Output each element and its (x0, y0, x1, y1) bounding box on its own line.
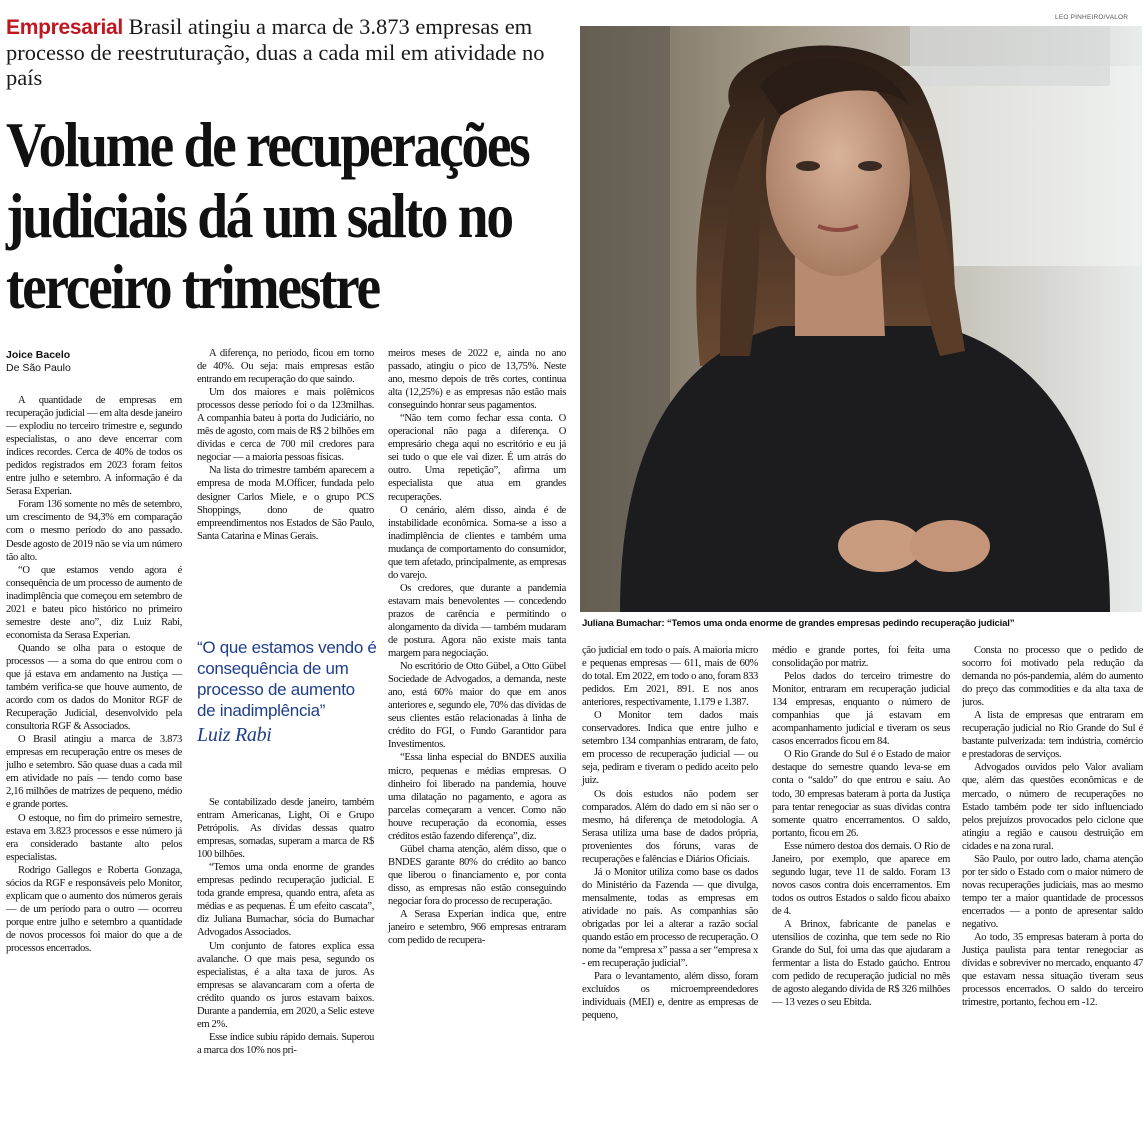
paragraph: Já o Monitor utiliza como base os dados do Ministério da Fazenda — que divulga, mensalmente, todas as empresas em atividade no país. As companhias são obrigadas por lei a alterar a razão social quando estão em processo de recuperação. O nome da “empresa x” passa a ser “empresa x - em recuperação judicial”. (582, 866, 758, 970)
article-column-2-bottom (197, 796, 374, 1057)
paragraph: Um dos maiores e mais polêmicos processos desse período foi o da 123milhas. A companhia bateu à porta do Judiciário, no mês de agosto, com mais de R$ 2 bilhões em dívidas e cerca de 700 mil credores para negociar — a maioria pessoas físicas. (197, 387, 374, 464)
paragraph: médio e grande portes, foi feita uma consolidação por matriz. (772, 645, 950, 670)
caption-quote: “Temos uma onda enorme de grandes empresas pedindo recuperação judicial” (666, 618, 1015, 629)
paragraph: Os dois estudos não podem ser comparados. Além do dado em si não ser o mesmo, há diferença de metodologia. A Serasa utiliza uma base de dados própria, provenientes dos fóruns, varas de recuperações e falências e Diários Oficiais. (582, 788, 758, 865)
article-column-6 (962, 644, 1143, 1009)
caption-name: Juliana Bumachar: (582, 618, 665, 629)
paragraph: A lista de empresas que entraram em recuperação judicial no Rio Grande do Sul é bastante pulverizada: tem indústria, comércio e prestadoras de serviços. (962, 710, 1143, 761)
photo-juliana-bumachar (580, 26, 1142, 612)
paragraph: A diferença, no período, ficou em torno de 40%. Ou seja: mais empresas estão entrando em recuperação do que saindo. (197, 348, 374, 386)
kicker (6, 14, 566, 90)
article-column-3 (388, 347, 566, 947)
paragraph: No escritório de Otto Gübel, a Otto Gübel Sociedade de Advogados, a demanda, neste ano, está 60% maior do que em anos anteriores e, segundo ele, 70% das dívidas de seus clientes estão relacionadas à linha de crédito do FGI, o Fundo Garantidor para Investimentos. (388, 661, 566, 751)
paragraph: O Rio Grande do Sul é o Estado de maior destaque do semestre quando leva-se em conta o “saldo” do que entrou e saiu. Ao todo, 30 empresas bateram à porta da Justiça para tentar renegociar as suas dívidas contra somente quatro encerramentos. O saldo, portanto, ficou em 26. (772, 749, 950, 839)
paragraph: Para o levantamento, além disso, foram excluídos os microempreendedores individuais (MEI) e, dentre as empresas de pequeno, (582, 971, 758, 1022)
byline-location: De São Paulo (6, 362, 71, 374)
article-column-5 (772, 644, 950, 1009)
kicker-text: Brasil atingiu a marca de 3.873 empresas em processo de reestruturação, duas a cada mil em atividade no país (6, 14, 545, 90)
paragraph: Gübel chama atenção, além disso, que o BNDES garante 80% do crédito ao banco que liberou o financiamento e, por conta disso, as empresas não estão conseguindo negociar fora do processo de recuperação. (388, 843, 566, 907)
headline: Volume de recuperações judiciais dá um salto no terceiro trimestre (6, 110, 529, 322)
photo-caption (582, 618, 1142, 629)
pullquote (197, 637, 377, 746)
paragraph: “Essa linha especial do BNDES auxilia micro, pequenas e médias empresas. O dinheiro foi liberado na pandemia, houve uma dilatação no pagamento, e agora as parcelas começaram a vencer. Como não houve recuperação da economia, esses créditos estão fazendo diferença”, diz. (388, 752, 566, 842)
byline-author: Joice Bacelo (6, 349, 71, 361)
pullquote-text: “O que estamos vendo é consequência de um processo de aumento de inadimplência” (197, 638, 377, 720)
byline (6, 349, 71, 375)
paragraph: A Serasa Experian indica que, entre janeiro e setembro, 966 empresas entraram com pedido de recupera- (388, 909, 566, 947)
paragraph: Ao todo, 35 empresas bateram à porta do Justiça paulista para tentar renegociar as dívidas e sobreviver no mercado, enquanto 47 que estavam nessa situação tiveram seus processos encerrados. O saldo do terceiro trimestre, portanto, fechou em -12. (962, 932, 1143, 1009)
pullquote-author: Luiz Rabi (197, 724, 272, 746)
paragraph: A Brinox, fabricante de panelas e utensílios de cozinha, que tem sede no Rio Grande do Sul, foi uma das que ajudaram a fermentar a lista do Estado gaúcho. Entrou com pedido de recuperação judicial no mês de agosto alegando dívida de R$ 326 milhões — 13 vezes o seu Ebitda. (772, 918, 950, 1009)
paragraph: “O que estamos vendo agora é consequência de um processo de aumento de inadimplência que começou em setembro de 2021 e bateu pico histórico no primeiro semestre deste ano”, diz Luiz Rabi, economista da Serasa Experian. (6, 564, 182, 641)
paragraph: meiros meses de 2022 e, ainda no ano passado, atingiu o pico de 13,75%. Neste ano, mesmo depois de três cortes, continua alta (12,25%) e as empresas não estão mais conseguindo honrar seus pagamentos. (388, 348, 566, 412)
paragraph: O Monitor tem dados mais conservadores. Indica que entre julho e setembro 134 companhias entraram, de fato, em processo de recuperação judicial — ou seja, pediram e tiveram o pedido aceito pelo juiz. (582, 710, 758, 787)
paragraph: ção judicial em todo o país. A maioria micro e pequenas empresas — 611, mais de 60% do total. Em 2022, em todo o ano, foram 833 pedidos. Em 2021, 891. E nos anos anteriores, respectivamente, 1.179 e 1.387. (582, 645, 758, 709)
paragraph: “Temos uma onda enorme de grandes empresas pedindo recuperação judicial. E toda grande empresa, quando entra, afeta as médias e as pequenas. É um efeito cascata”, diz Juliana Bumachar, sócia do Bumachar Advogados Associados. (197, 862, 374, 939)
paragraph: Na lista do trimestre também aparecem a empresa de moda M.Officer, fundada pelo designer Carlos Miele, e o grupo PCS Shoppings, dono de quatro empreendimentos nos Estados de São Paulo, Santa Catarina e Minas Gerais. (197, 465, 374, 542)
paragraph: Quando se olha para o estoque de processos — a soma do que entrou com o que já estava em andamento na Justiça — também verifica-se que houve aumento, de acordo com os dados do Monitor RGF de Recuperação Judicial, desenvolvido pela consultoria RGF & Associados. (6, 642, 182, 733)
paragraph: O Brasil atingiu a marca de 3.873 empresas em recuperação entre os meses de julho e setembro. São quase duas a cada mil em atividade no país — tendo como base 2,16 milhões de matrizes de pequeno, médio e grande portes. (6, 734, 182, 811)
paragraph: Consta no processo que o pedido de socorro foi motivado pela redução da demanda no pós-pandemia, além do aumento do preço das commodities e da alta taxa de juros. (962, 645, 1143, 709)
portrait-illustration (580, 26, 1142, 612)
paragraph: A quantidade de empresas em recuperação judicial — em alta desde janeiro — explodiu no terceiro trimestre e, segundo especialistas, o ano deve encerrar com índices recordes. Cerca de 40% de todos os pedidos registrados em 2023 foram feitos entre julho e setembro. A informação é da Serasa Experian. (6, 395, 182, 498)
paragraph: Advogados ouvidos pelo Valor avaliam que, além das questões econômicas e de mercado, o número de recuperações no Estado também pode ter sido influenciado pelos prejuízos provocados pelo ciclone que atingiu a região e causou destruição em cidades e na zona rural. (962, 762, 1143, 852)
section-tag: Empresarial (6, 16, 123, 39)
paragraph: Um conjunto de fatores explica essa avalanche. O que mais pesa, segundo os especialistas, é a alta taxa de juros. As empresas se alavancaram com a oferta de crédito quando os juros estavam baixos. Durante a pandemia, em 2020, a Selic esteve em 2%. (197, 940, 374, 1030)
paragraph: O estoque, no fim do primeiro semestre, estava em 3.823 processos e esse número já era considerado bastante alto pelos especialistas. (6, 812, 182, 863)
paragraph: Foram 136 somente no mês de setembro, um crescimento de 94,3% em comparação com o mesmo período do ano passado. Desde agosto de 2019 não se via um número tão alto. (6, 499, 182, 563)
paragraph: Se contabilizado desde janeiro, também entram Americanas, Light, Oi e Grupo Petrópolis. As dívidas dessas quatro empresas, somadas, superam a marca de R$ 100 bilhões. (197, 797, 374, 861)
paragraph: Esse número destoa dos demais. O Rio de Janeiro, por exemplo, que aparece em segundo lugar, teve 11 de saldo. Foram 13 novos casos contra dois encerramentos. Em todos os outros Estados o saldo ficou abaixo de 4. (772, 840, 950, 917)
article-column-1 (6, 394, 182, 955)
paragraph: Os credores, que durante a pandemia estavam mais benevolentes — concedendo prazos de carência e permitindo o alongamento da dívida — também mudaram de postura. Agora não existe mais tanta margem para negociação. (388, 582, 566, 660)
paragraph: Esse índice subiu rápido demais. Superou a marca dos 10% nos pri- (197, 1031, 374, 1056)
paragraph: São Paulo, por outro lado, chama atenção por ter sido o Estado com o maior número de novas recuperações judiciais, mas ao mesmo tempo ter a maior quantidade de processos encerrados — a ponto de apresentar saldo negativo. (962, 853, 1143, 930)
paragraph: “Não tem como fechar essa conta. O operacional não paga a diferença. O empresário chega aqui no escritório e eu já sei tudo o que ele vai dizer. É um atrás do outro. Uma repetição”, afirma um especialista que atua em grandes recuperações. (388, 413, 566, 503)
article-column-2-top (197, 347, 374, 543)
article-column-4 (582, 644, 758, 1022)
photo-credit: LEO PINHEIRO/VALOR (1055, 14, 1129, 21)
paragraph: Pelos dados do terceiro trimestre do Monitor, entraram em recuperação judicial 134 empresas, enquanto o número de companhias que já estavam em acompanhamento judicial e tiveram os seus casos encerrados ficou em 84. (772, 671, 950, 748)
paragraph: O cenário, além disso, ainda é de instabilidade econômica. Soma-se a isso a inadimplência de clientes e também uma mudança de comportamento do consumidor, que tem afetado, principalmente, as empresas do varejo. (388, 504, 566, 581)
paragraph: Rodrigo Gallegos e Roberta Gonzaga, sócios da RGF e responsáveis pelo Monitor, explicam que o aumento dos números gerais — de um período para o outro — ocorreu porque entre julho e setembro a quantidade de novos processos foi maior do que a de processos encerrados. (6, 864, 182, 954)
